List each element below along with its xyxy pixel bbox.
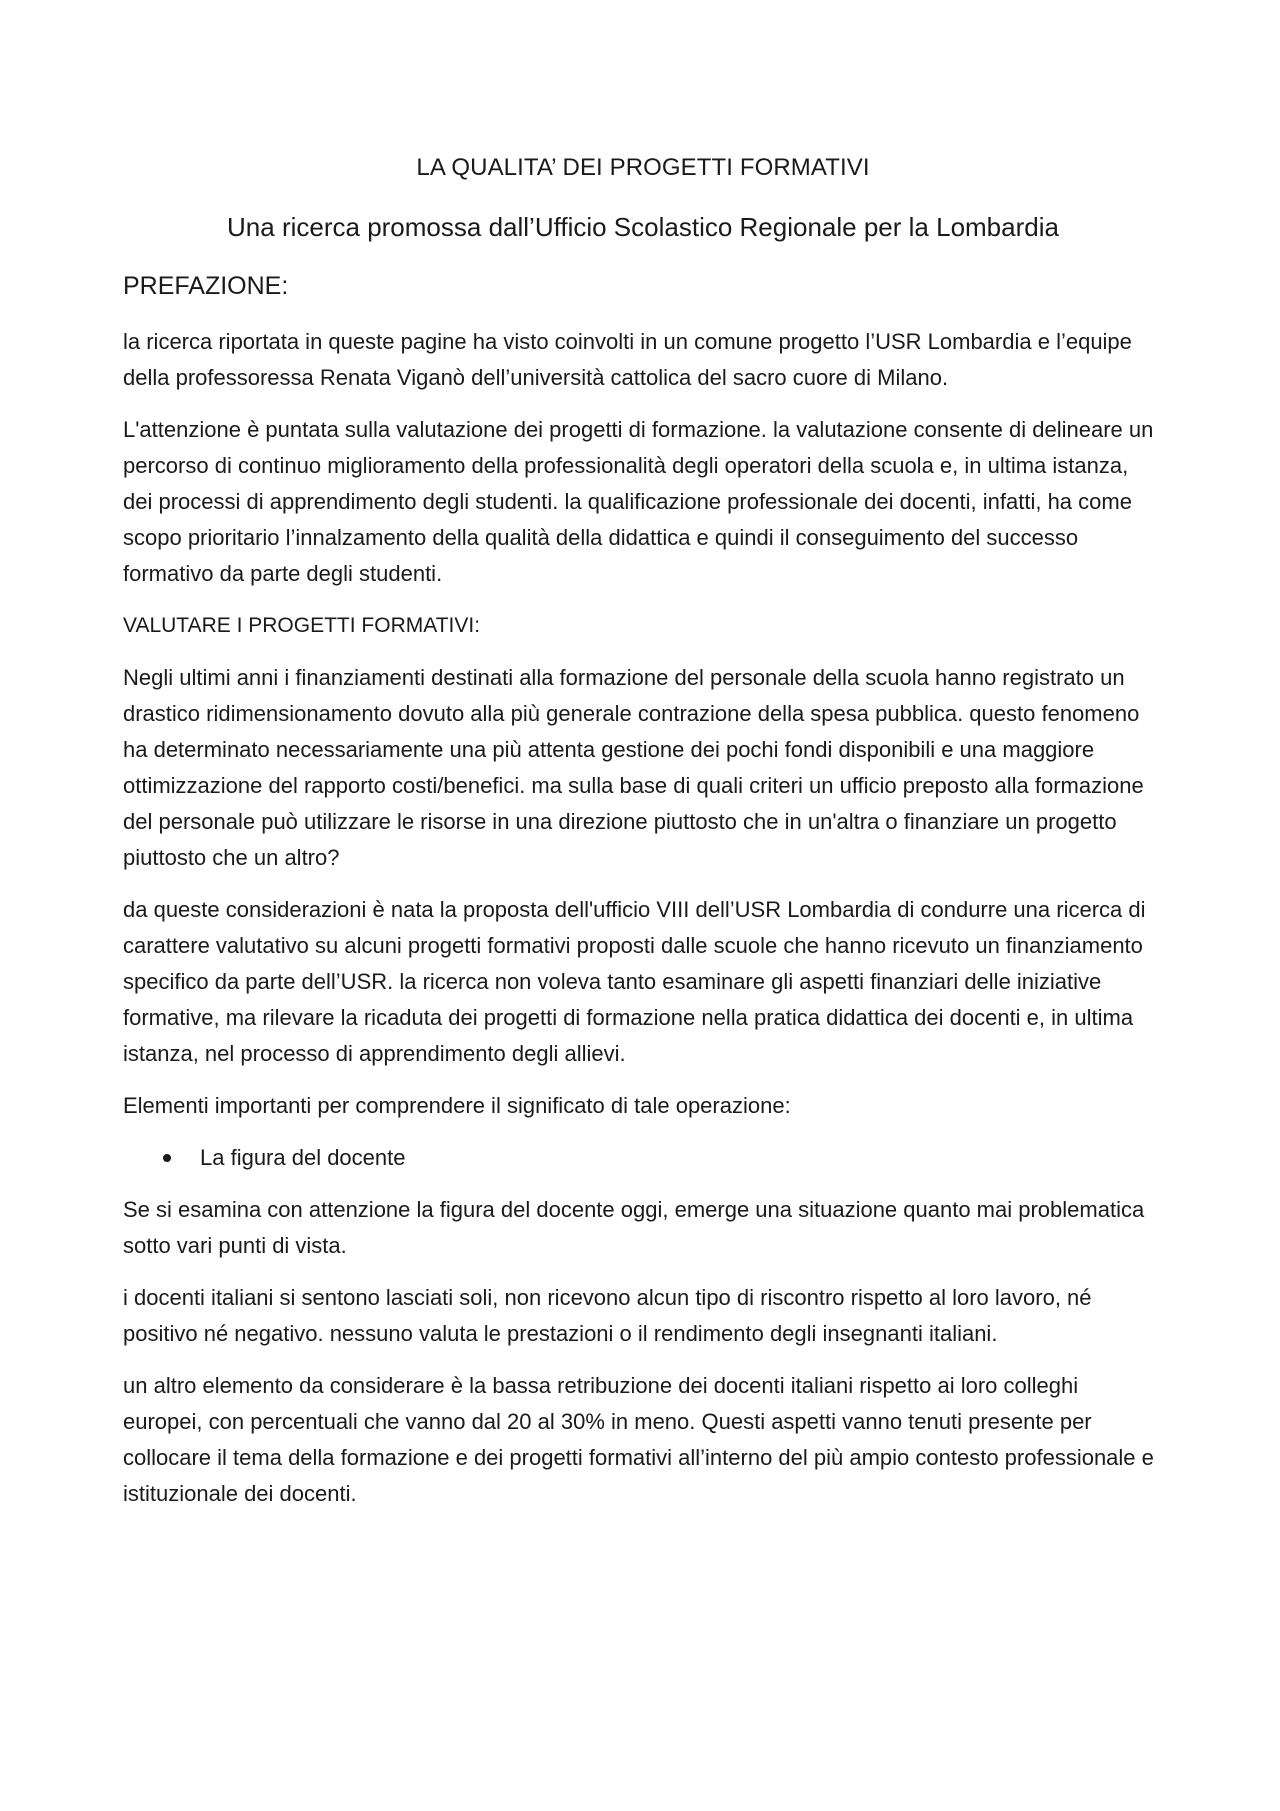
list-item-text: La figura del docente [200, 1145, 406, 1170]
document-subtitle: Una ricerca promossa dall’Ufficio Scolastico Regionale per la Lombardia [227, 212, 1059, 242]
paragraph: Elementi importanti per comprendere il significato di tale operazione: [123, 1093, 791, 1118]
document-title: LA QUALITA’ DEI PROGETTI FORMATIVI [416, 154, 870, 181]
paragraph: un altro elemento da considerare è la bassa retribuzione dei docenti italiani rispetto ai loro colleghi europei, con percentuali che vanno dal 20 al 30% in meno. Questi aspetti vanno tenuti presente per collocare il tema della formazione e dei progetti formativi all’interno del più ampio contesto professionale e istituzionale dei docenti. [123, 1373, 1154, 1506]
paragraph: da queste considerazioni è nata la proposta dell'ufficio VIII dell’USR Lombardia di condurre una ricerca di carattere valutativo su alcuni progetti formativi proposti dalle scuole che hanno ricevuto un finanziamento specifico da parte dell’USR. la ricerca non voleva tanto esaminare gli aspetti finanziari delle iniziative formative, ma rilevare la ricaduta dei progetti di formazione nella pratica didattica dei docenti e, in ultima istanza, nel processo di apprendimento degli allievi. [123, 897, 1146, 1066]
paragraph: Negli ultimi anni i finanziamenti destinati alla formazione del personale della scuola hanno registrato un drastico ridimensionamento dovuto alla più generale contrazione della spesa pubblica. questo fenomeno ha determinato necessariamente una più attenta gestione dei pochi fondi disponibili e una maggiore ottimizzazione del rapporto costi/benefici. ma sulla base di quali criteri un ufficio preposto alla formazione del personale può utilizzare le risorse in una direzione piuttosto che in un'altra o finanziare un progetto piuttosto che un altro? [123, 665, 1144, 870]
paragraph: Se si esamina con attenzione la figura del docente oggi, emerge una situazione quanto mai problematica sotto vari punti di vista. [123, 1197, 1145, 1258]
list-item [123, 1140, 1163, 1176]
paragraph: i docenti italiani si sentono lasciati soli, non ricevono alcun tipo di riscontro rispetto al loro lavoro, né positivo né negativo. nessuno valuta le prestazioni o il rendimento degli insegnanti italiani. [123, 1285, 1092, 1346]
paragraph: la ricerca riportata in queste pagine ha visto coinvolti in un comune progetto l’USR Lombardia e l’equipe della professoressa Renata Viganò dell’università cattolica del sacro cuore di Milano. [123, 329, 1132, 390]
document-page [123, 150, 1163, 1528]
bullet-list [123, 1140, 1163, 1176]
preface-heading: PREFAZIONE: [123, 272, 289, 300]
bullet-icon [163, 1154, 171, 1162]
paragraph: L'attenzione è puntata sulla valutazione dei progetti di formazione. la valutazione consente di delineare un percorso di continuo miglioramento della professionalità degli operatori della scuola e, in ultima istanza, dei processi di apprendimento degli studenti. la qualificazione professionale dei docenti, infatti, ha come scopo prioritario l’innalzamento della qualità della didattica e quindi il conseguimento del successo formativo da parte degli studenti. [123, 417, 1154, 586]
section-heading: VALUTARE I PROGETTI FORMATIVI: [123, 614, 481, 637]
